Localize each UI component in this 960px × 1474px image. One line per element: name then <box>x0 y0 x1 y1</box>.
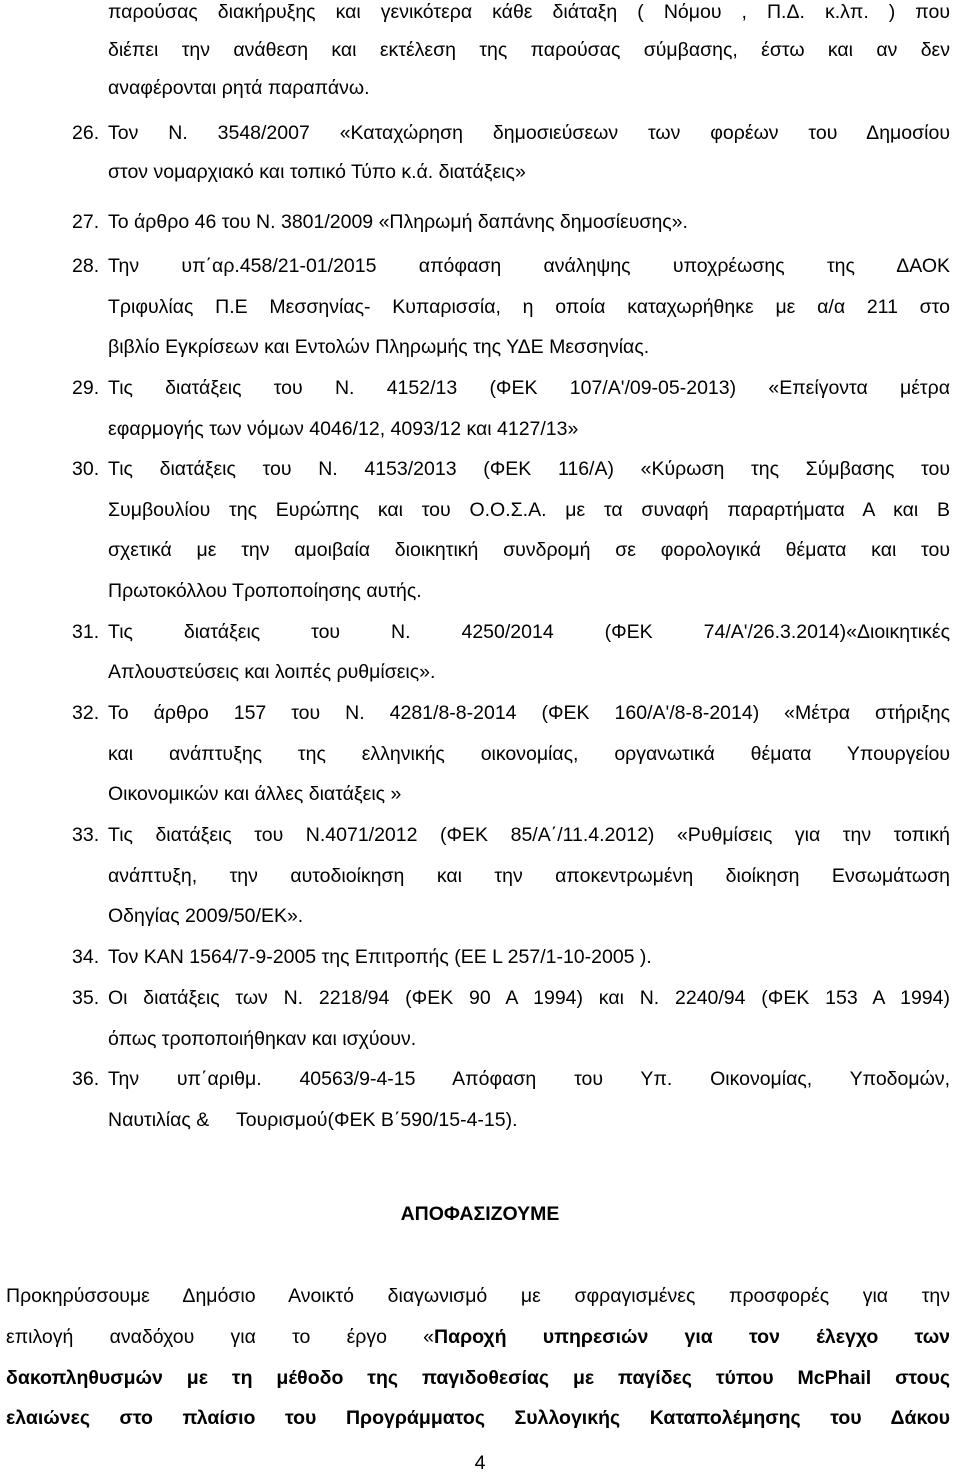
list-number: 28. <box>72 255 100 277</box>
paragraph-line: Προκηρύσσουμε Δημόσιο Ανοικτό διαγωνισμό με σφραγισμένες προσφορές για την <box>6 1285 950 1307</box>
list-item-line: Τριφυλίας Π.Ε Μεσσηνίας- Κυπαρισσία, η οποία καταχωρήθηκε με α/α 211 στο <box>108 296 950 318</box>
list-item-line: όπως τροποποιήθηκαν και ισχύουν. <box>108 1028 417 1050</box>
list-item-line: στον νομαρχιακό και τοπικό Τύπο κ.ά. διατάξεις» <box>108 161 526 183</box>
list-item-line: Τον ΚΑΝ 1564/7-9-2005 της Επιτροπής (ΕΕ L 257/1-10-2005 ). <box>108 946 652 968</box>
list-item-line: Συμβουλίου της Ευρώπης και του Ο.Ο.Σ.Α. με τα συναφή παραρτήματα Α και Β <box>108 499 950 521</box>
project-title-text: Παροχή υπηρεσιών για τον έλεγχο των <box>434 1326 951 1348</box>
section-heading: ΑΠΟΦΑΣΙΖΟΥΜΕ <box>400 1203 560 1225</box>
page-number: 4 <box>474 1452 486 1474</box>
list-item-line: ανάπτυξη, την αυτοδιοίκηση και την αποκεντρωμένη διοίκηση Ενσωμάτωση <box>108 865 950 887</box>
paragraph-text: επιλογή αναδόχου για το έργο « <box>6 1326 435 1348</box>
list-number: 26. <box>72 122 100 144</box>
list-item-line: Την υπ΄αρ.458/21-01/2015 απόφαση ανάληψης υποχρέωσης της ΔΑΟΚ <box>108 255 950 277</box>
list-item-line: Τις διατάξεις του Ν. 4153/2013 (ΦΕΚ 116/Α) «Κύρωση της Σύμβασης του <box>108 458 950 480</box>
list-item-line: Το άρθρο 157 του Ν. 4281/8-8-2014 (ΦΕΚ 160/Α'/8-8-2014) «Μέτρα στήριξης <box>108 702 950 724</box>
list-item-line: Ναυτιλίας & Τουρισμού(ΦΕΚ Β΄590/15-4-15). <box>108 1109 518 1131</box>
list-number: 31. <box>72 621 100 643</box>
list-item-line: Οδηγίας 2009/50/ΕΚ». <box>108 905 304 927</box>
text-line: παρούσας διακήρυξης και γενικότερα κάθε διάταξη ( Νόμου , Π.Δ. κ.λπ. ) που <box>108 1 950 23</box>
list-item-line: Οικονομικών και άλλες διατάξεις » <box>108 783 402 805</box>
list-number: 33. <box>72 824 100 846</box>
list-item-line: Τον Ν. 3548/2007 «Καταχώρηση δημοσιεύσεων των φορέων του Δημοσίου <box>108 122 950 144</box>
list-item-line: εφαρμογής των νόμων 4046/12, 4093/12 και 4127/13» <box>108 418 579 440</box>
list-item-line: Το άρθρο 46 του Ν. 3801/2009 «Πληρωμή δαπάνης δημοσίευσης». <box>108 211 688 233</box>
list-number: 32. <box>72 702 100 724</box>
list-item-line: Οι διατάξεις των Ν. 2218/94 (ΦΕΚ 90 Α 1994) και Ν. 2240/94 (ΦΕΚ 153 Α 1994) <box>108 987 950 1009</box>
list-number: 35. <box>72 987 100 1009</box>
list-number: 29. <box>72 377 100 399</box>
list-item-line: βιβλίο Εγκρίσεων και Εντολών Πληρωμής της ΥΔΕ Μεσσηνίας. <box>108 336 650 358</box>
project-title-line: δακοπληθυσμών με τη μέθοδο της παγιδοθεσίας με παγίδες τύπου McPhail στους <box>6 1367 950 1389</box>
list-item-line: Τις διατάξεις του Ν. 4152/13 (ΦΕΚ 107/Α'/09-05-2013) «Επείγοντα μέτρα <box>108 377 950 399</box>
list-item-line: και ανάπτυξης της ελληνικής οικονομίας, οργανωτικά θέματα Υπουργείου <box>108 743 950 765</box>
list-item-line: Τις διατάξεις του Ν.4071/2012 (ΦΕΚ 85/Α΄/11.4.2012) «Ρυθμίσεις για την τοπική <box>108 824 950 846</box>
project-title-line: ελαιώνες στο πλαίσιο του Προγράμματος Συλλογικής Καταπολέμησης του Δάκου <box>6 1407 950 1429</box>
list-item-line: σχετικά με την αμοιβαία διοικητική συνδρομή σε φορολογικά θέματα και του <box>108 539 950 561</box>
list-number: 30. <box>72 458 100 480</box>
list-number: 27. <box>72 211 100 233</box>
list-number: 34. <box>72 946 100 968</box>
list-number: 36. <box>72 1068 100 1090</box>
text-line: αναφέρονται ρητά παραπάνω. <box>108 77 370 99</box>
list-item-line: Την υπ΄αριθμ. 40563/9-4-15 Απόφαση του Υπ. Οικονομίας, Υποδομών, <box>108 1068 950 1090</box>
paragraph-line <box>6 1325 950 1349</box>
text-line: διέπει την ανάθεση και εκτέλεση της παρούσας σύμβασης, έστω και αν δεν <box>108 39 950 61</box>
list-item-line: Τις διατάξεις του Ν. 4250/2014 (ΦΕΚ 74/Α'/26.3.2014)«Διοικητικές <box>108 621 950 643</box>
list-item-line: Απλουστεύσεις και λοιπές ρυθμίσεις». <box>108 661 436 683</box>
list-item-line: Πρωτοκόλλου Τροποποίησης αυτής. <box>108 580 422 602</box>
